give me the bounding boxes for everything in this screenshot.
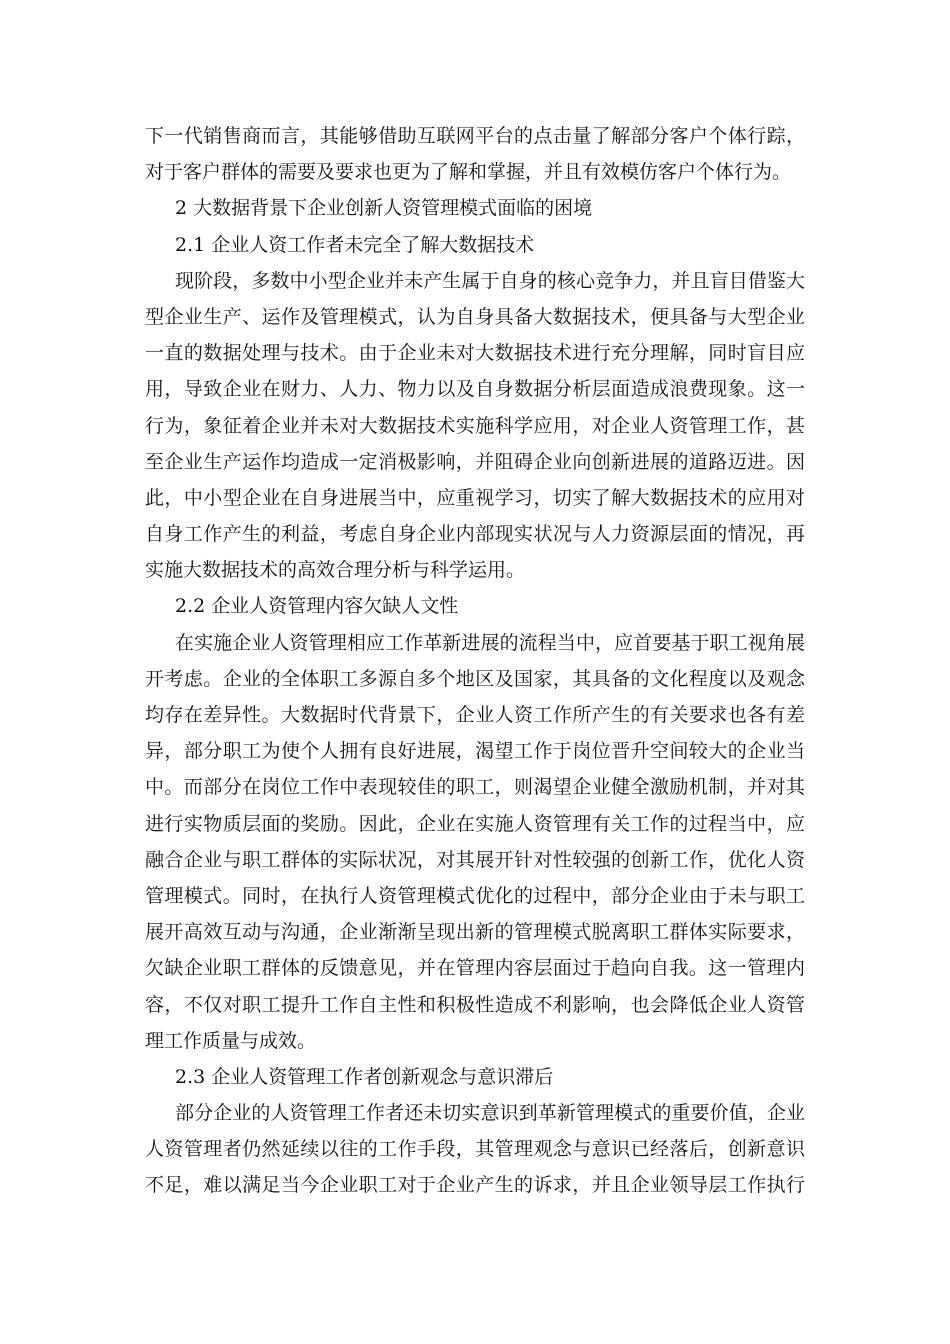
paragraph-line: 进行实物质层面的奖励。因此，企业在实施人资管理有关工作的过程当中，应 bbox=[145, 812, 805, 835]
paragraph-line: 部分企业的人资管理工作者还未切实意识到革新管理模式的重要价值，企业 bbox=[175, 1102, 805, 1125]
paragraph-line: 行为，象征着企业并未对大数据技术实施科学应用，对企业人资管理工作，甚 bbox=[145, 414, 805, 437]
subsection-heading: 2.2 企业人资管理内容欠缺人文性 bbox=[175, 595, 459, 618]
paragraph-line: 自身工作产生的利益，考虑自身企业内部现实状况与人力资源层面的情况，再 bbox=[145, 523, 805, 546]
paragraph-line: 下一代销售商而言，其能够借助互联网平台的点击量了解部分客户个体行踪， bbox=[145, 125, 805, 147]
paragraph-line: 现阶段，多数中小型企业并未产生属于自身的核心竞争力，并且盲目借鉴大 bbox=[175, 269, 805, 292]
paragraph-line: 在实施企业人资管理相应工作革新进展的流程当中，应首要基于职工视角展 bbox=[175, 631, 805, 654]
section-heading: 2 大数据背景下企业创新人资管理模式面临的困境 bbox=[175, 197, 593, 220]
paragraph-line: 实施大数据技术的高效合理分析与科学运用。 bbox=[145, 559, 526, 582]
paragraph-line: 均存在差异性。大数据时代背景下，企业人资工作所产生的有关要求也各有差 bbox=[145, 704, 805, 726]
paragraph-line: 展开高效互动与沟通，企业渐渐呈现出新的管理模式脱离职工群体实际要求， bbox=[145, 921, 805, 944]
paragraph-line: 型企业生产、运作及管理模式，认为自身具备大数据技术，便具备与大型企业 bbox=[145, 305, 805, 328]
paragraph-line: 容，不仅对职工提升工作自主性和积极性造成不利影响，也会降低企业人资管 bbox=[145, 993, 805, 1016]
document-body bbox=[145, 118, 805, 1204]
paragraph-line: 中。而部分在岗位工作中表现较佳的职工，则渴望企业健全激励机制，并对其 bbox=[145, 776, 805, 799]
paragraph-line: 管理模式。同时，在执行人资管理模式优化的过程中，部分企业由于未与职工 bbox=[145, 884, 805, 907]
paragraph-line: 至企业生产运作均造成一定消极影响，并阻碍企业向创新进展的道路迈进。因 bbox=[145, 450, 805, 473]
subsection-heading: 2.1 企业人资工作者未完全了解大数据技术 bbox=[175, 233, 535, 256]
paragraph-line: 开考虑。企业的全体职工多源自多个地区及国家，其具备的文化程度以及观念 bbox=[145, 667, 805, 690]
paragraph-line: 用，导致企业在财力、人力、物力以及自身数据分析层面造成浪费现象。这一 bbox=[145, 378, 805, 401]
paragraph-line: 异，部分职工为使个人拥有良好进展，渴望工作于岗位晋升空间较大的企业当 bbox=[145, 740, 805, 763]
paragraph-line: 融合企业与职工群体的实际状况，对其展开针对性较强的创新工作，优化人资 bbox=[145, 848, 805, 871]
paragraph-line: 人资管理者仍然延续以往的工作手段，其管理观念与意识已经落后，创新意识 bbox=[145, 1138, 805, 1161]
paragraph-line: 对于客户群体的需要及要求也更为了解和掌握，并且有效模仿客户个体行为。 bbox=[145, 161, 792, 184]
paragraph-line: 欠缺企业职工群体的反馈意见，并在管理内容层面过于趋向自我。这一管理内 bbox=[145, 957, 805, 980]
subsection-heading: 2.3 企业人资管理工作者创新观念与意识滞后 bbox=[175, 1065, 554, 1088]
paragraph-line: 理工作质量与成效。 bbox=[145, 1029, 317, 1052]
paragraph-line: 不足，难以满足当今企业职工对于企业产生的诉求，并且企业领导层工作执行 bbox=[145, 1174, 805, 1197]
paragraph-line: 一直的数据处理与技术。由于企业未对大数据技术进行充分理解，同时盲目应 bbox=[145, 342, 805, 365]
paragraph-line: 此，中小型企业在自身进展当中，应重视学习，切实了解大数据技术的应用对 bbox=[145, 486, 805, 509]
